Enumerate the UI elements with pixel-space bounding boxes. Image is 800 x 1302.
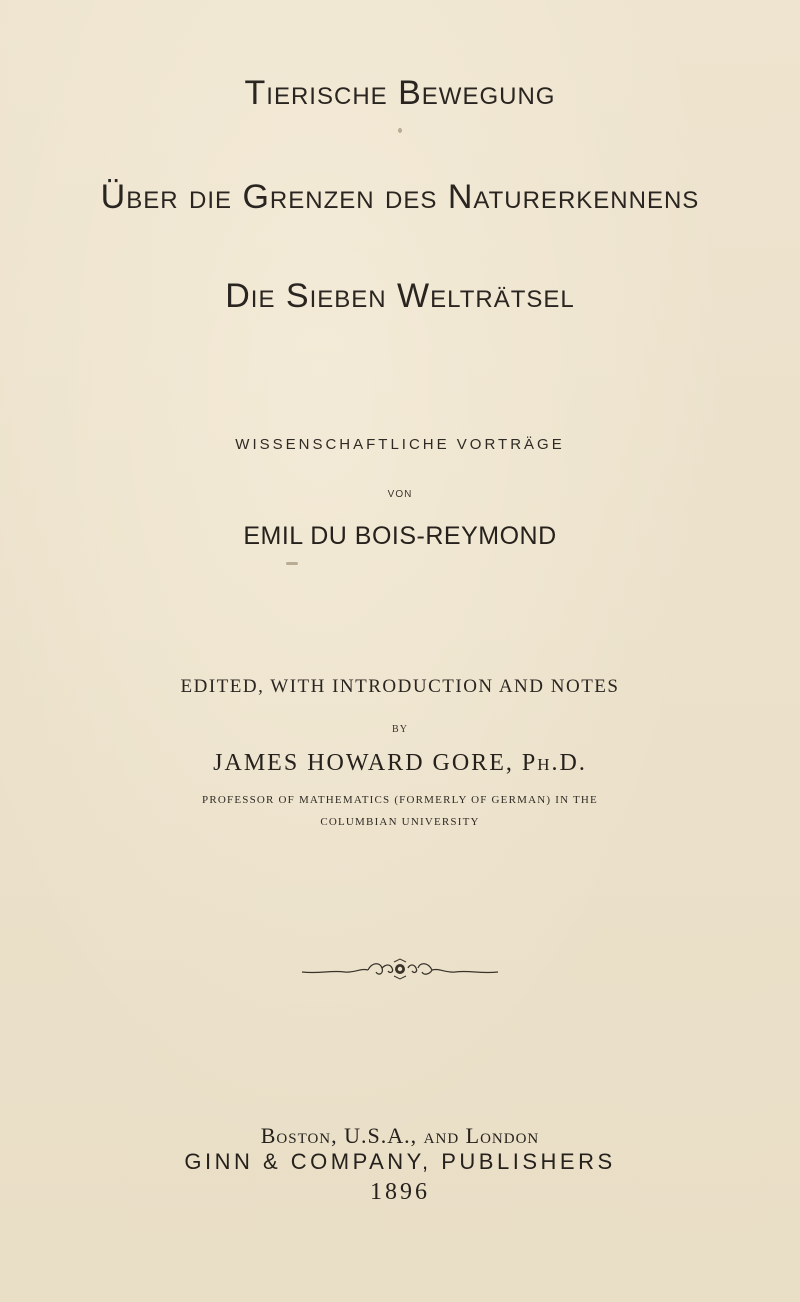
publisher-name: GINN & COMPANY, PUBLISHERS	[184, 1149, 616, 1174]
editor-name-text: JAMES HOWARD GORE,	[213, 750, 522, 776]
publication-place: Boston, U.S.A., and London	[260, 1123, 540, 1148]
title-grenzen-des-naturerkennens: Über die Grenzen des Naturerkennens	[100, 178, 700, 216]
publication-year: 1896	[370, 1179, 430, 1205]
subtitle-wissenschaftliche-vortraege: WISSENSCHAFTLICHE VORTRÄGE	[235, 436, 565, 453]
von-label: VON	[387, 489, 413, 500]
decorative-rule-ornament	[300, 958, 500, 982]
paper-speck	[398, 128, 402, 133]
author-name: EMIL DU BOIS-REYMOND	[243, 522, 557, 550]
editor-university: COLUMBIAN UNIVERSITY	[320, 816, 480, 828]
title-tierische-bewegung: Tierische Bewegung	[244, 74, 556, 112]
paper-speck	[286, 562, 298, 565]
by-label: BY	[392, 724, 408, 735]
title-sieben-weltraetsel: Die Sieben Welträtsel	[225, 277, 575, 315]
editor-position: PROFESSOR OF MATHEMATICS (FORMERLY OF GERMAN) IN THE	[202, 794, 598, 806]
edited-line: EDITED, WITH INTRODUCTION AND NOTES	[180, 676, 620, 697]
editor-name	[0, 750, 800, 777]
editor-degree: Ph.D.	[521, 750, 587, 776]
